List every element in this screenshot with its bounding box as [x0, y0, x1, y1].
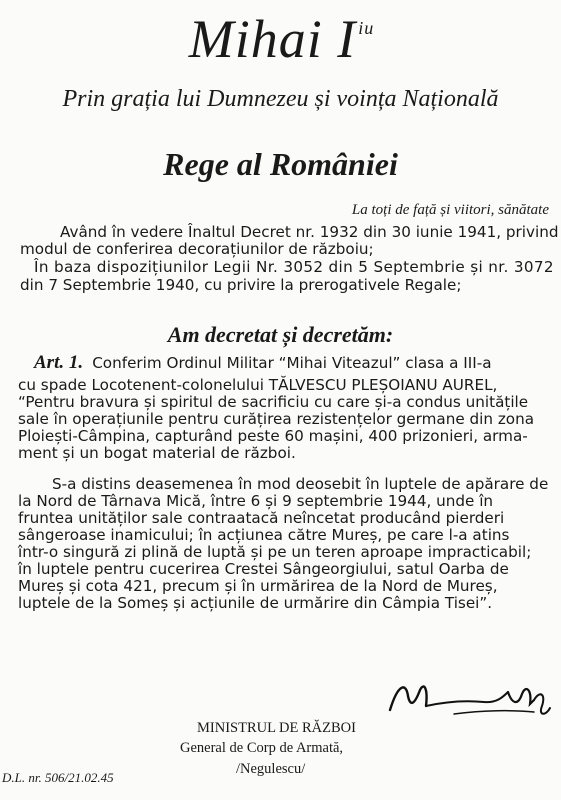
article-line: S-a distins deasemenea în mod deosebit în luptele de apărare de	[52, 475, 549, 493]
article-line: Ploiești-Câmpina, capturând peste 60 mașini, 400 prizonieri, arma-	[18, 427, 528, 445]
article-first-line	[34, 352, 492, 374]
monarch-name: Mihai I	[188, 9, 357, 69]
preamble-line: În baza dispozițiunilor Legii Nr. 3052 din 5 Septembrie și nr. 3072	[34, 258, 554, 276]
article-line: sângeroase inamicului; în acțiunea către Mureș, pe care l-a atins	[18, 526, 510, 544]
preamble-line: Având în vedere Înaltul Decret nr. 1932 din 30 iunie 1941, privind	[60, 223, 559, 241]
grace-line: Prin grația lui Dumnezeu și voința Națională	[62, 86, 499, 112]
article-line: în luptele pentru cucerirea Crestei Sângeorgiului, satul Oarba de	[18, 560, 509, 578]
decree-heading: Am decretat și decretăm:	[167, 322, 394, 347]
monarch-title	[0, 8, 561, 70]
article-line: luptele de la Someș și acțiunile de urmărire din Câmpia Tisei”.	[18, 594, 493, 612]
king-line: Rege al României	[163, 146, 398, 182]
article-line: într-o singură zi plină de luptă și pe un teren aproape impracticabil;	[18, 543, 532, 561]
article-label: Art. 1.	[34, 352, 84, 373]
signatory-name: /Negulescu/	[236, 761, 306, 777]
article-line: “Pentru bravura și spiritul de sacrificiu cu care și-a condus unitățile	[18, 393, 529, 411]
handwritten-signature	[384, 676, 554, 724]
article-line: sale în operațiunile pentru curățirea rezistențelor germane din zona	[18, 410, 535, 428]
preamble-line: din 7 Septembrie 1940, cu privire la prerogativele Regale;	[20, 276, 462, 294]
article-line: Conferim Ordinul Militar “Mihai Viteazul” clasa a III-a	[92, 354, 492, 372]
greeting-line: La toți de față și viitori, sănătate	[351, 202, 549, 218]
article-line: ment și un bogat material de război.	[18, 444, 296, 462]
article-line: Mureș și cota 421, precum și în urmărirea de la Nord de Mureș,	[18, 577, 498, 595]
signatory-title: MINISTRUL DE RĂZBOI	[197, 720, 356, 736]
article-line: la Nord de Târnava Mică, între 6 și 9 septembrie 1944, unde în	[18, 492, 494, 510]
document-reference: D.L. nr. 506/21.02.45	[2, 770, 114, 785]
monarch-superscript: iu	[358, 18, 375, 38]
article-line: cu spade Locotenent-colonelului TĂLVESCU PLEȘOIANU AUREL,	[18, 376, 498, 394]
preamble-line: modul de conferirea decorațiunilor de războiu;	[20, 240, 374, 258]
signatory-rank: General de Corp de Armată,	[180, 740, 344, 756]
article-line: fruntea unităților sale contraatacă neîncetat producând pierderi	[18, 509, 505, 527]
